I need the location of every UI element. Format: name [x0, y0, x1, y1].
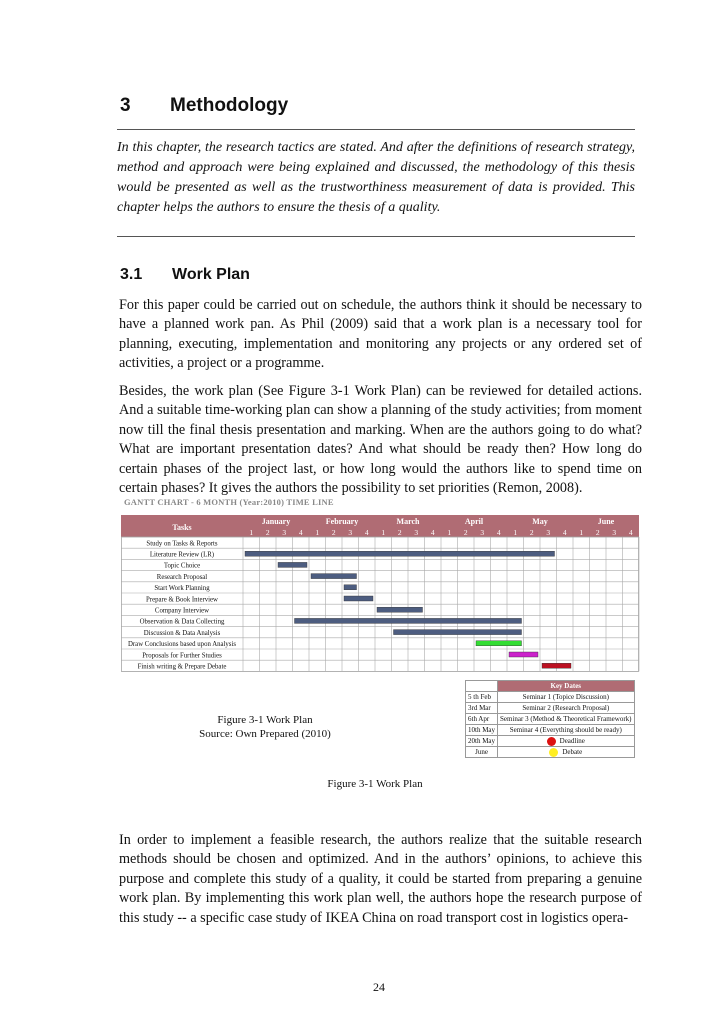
gantt-bar — [394, 630, 522, 635]
week-label: 3 — [282, 528, 287, 537]
chapter-title: Methodology — [170, 95, 289, 116]
gantt-source: Source: Own Prepared (2010) — [199, 728, 331, 740]
gantt-chart — [121, 515, 641, 675]
paragraph-3: In order to implement a feasible research, the authors realize that the suitable research methods should be chosen and optimized. And in the authors’ opinions, to achieve this purpose and complete this study of a quality, it could be started from preparing a genuine work plan. By implementing this work plan well, the authors hope the research purpose of this study -- a specific case study of IKEA China on road transport cost in logistics opera- — [119, 832, 642, 926]
top-rule — [117, 129, 635, 130]
gantt-task-label: Finish writing & Prepare Debate — [137, 663, 227, 671]
gantt-bar — [344, 596, 373, 601]
gantt-header-bg — [121, 515, 639, 537]
tasks-header: Tasks — [172, 523, 192, 532]
key-event: Seminar 2 (Research Proposal) — [498, 703, 634, 714]
gantt-task-label: Prepare & Book Interview — [146, 596, 218, 604]
gantt-title: GANTT CHART - 6 MONTH (Year:2010) TIME LINE — [124, 497, 334, 507]
paragraph-1: For this paper could be carried out on schedule, the authors think it should be necessary to have a planned work pan. As Phil (2009) said that a work plan is a necessary tool for planning, executing, implementation and monitoring any projects or any ordered set of activities, a project or a programme. — [119, 297, 642, 372]
key-date-row — [466, 692, 635, 703]
week-label: 4 — [562, 528, 567, 537]
month-label: June — [597, 517, 615, 526]
key-date-row — [466, 725, 635, 736]
gantt-bar — [542, 663, 571, 668]
gantt-task-label: Start Work Planning — [154, 585, 210, 593]
gantt-bar — [509, 652, 538, 657]
week-label: 2 — [529, 528, 534, 537]
week-label: 4 — [496, 528, 501, 537]
week-label: 2 — [331, 528, 336, 537]
week-label: 1 — [249, 528, 254, 537]
month-label: April — [464, 517, 484, 526]
gantt-bar — [278, 562, 307, 567]
week-label: 2 — [595, 528, 600, 537]
key-date: June — [466, 747, 498, 758]
debate-dot-icon — [549, 748, 558, 757]
key-date: 3rd Mar — [466, 703, 498, 714]
chapter-intro: In this chapter, the research tactics are stated. And after the definitions of research strategy, method and approach were being explained and discussed, the methodology of this thesis would be presented as well as the trustworthiness measurement of data is provided. This chapter helps the authors to ensure the thesis of a quality. — [117, 140, 635, 215]
gantt-bar — [344, 585, 357, 590]
key-date-row — [466, 736, 635, 747]
gantt-task-label: Topic Choice — [163, 562, 201, 570]
gantt-task-label: Research Proposal — [156, 573, 208, 581]
gantt-inner-caption: Figure 3-1 Work Plan — [217, 714, 313, 726]
week-label: 3 — [546, 528, 551, 537]
key-date: 20th May — [466, 736, 498, 747]
page-number: 24 — [373, 980, 385, 994]
gantt-bar — [311, 574, 357, 579]
chapter-heading — [120, 95, 288, 117]
week-label: 1 — [315, 528, 320, 537]
key-event: Deadline — [559, 736, 585, 745]
week-label: 1 — [447, 528, 452, 537]
week-label: 2 — [463, 528, 468, 537]
key-date: 10th May — [466, 725, 498, 736]
gantt-task-label: Company Interview — [154, 607, 210, 615]
week-label: 4 — [298, 528, 303, 537]
key-dates-table — [465, 680, 635, 758]
deadline-dot-icon — [547, 737, 556, 746]
week-label: 1 — [381, 528, 386, 537]
week-label: 3 — [480, 528, 485, 537]
key-event: Debate — [562, 747, 583, 756]
gantt-bar — [476, 641, 522, 646]
week-label: 2 — [397, 528, 402, 537]
gantt-task-label: Study on Tasks & Reports — [146, 540, 218, 548]
week-label: 3 — [414, 528, 419, 537]
gantt-bar — [245, 551, 555, 556]
key-date: 6th Apr — [466, 714, 498, 725]
week-label: 3 — [348, 528, 353, 537]
key-dates-header: Key Dates — [498, 681, 634, 692]
gantt-task-label: Literature Review (LR) — [149, 551, 215, 559]
section-title: Work Plan — [172, 266, 250, 283]
gantt-task-label: Draw Conclusions based upon Analysis — [128, 641, 236, 649]
week-label: 2 — [265, 528, 270, 537]
paragraph-2: Besides, the work plan (See Figure 3-1 Work Plan) can be reviewed for detailed actions. And a suitable time-working plan can show a planning of the study activities; from moment now till the final thesis presentation and marking. When are the authors going to do what? What are important presentation dates? And what should be ready then? How long do certain phases of the project last, or how long would the authors like to spend time on certain phases? It gives the authors the possibility to set priorities (Remon, 2008). — [119, 383, 642, 497]
key-date-row — [466, 714, 635, 725]
section-number: 3.1 — [120, 266, 143, 283]
key-event: Seminar 1 (Topice Discussion) — [498, 692, 634, 703]
key-date-row — [466, 747, 635, 758]
gantt-task-label: Observation & Data Collecting — [139, 618, 225, 626]
month-label: May — [532, 517, 548, 526]
week-label: 4 — [430, 528, 435, 537]
gantt-task-label: Proposals for Further Studies — [142, 652, 222, 660]
gantt-bar — [377, 607, 423, 612]
week-label: 1 — [513, 528, 518, 537]
week-label: 1 — [579, 528, 584, 537]
chapter-number: 3 — [120, 95, 131, 116]
gantt-bar — [295, 618, 522, 623]
key-event: Seminar 4 (Everything should be ready) — [498, 725, 634, 736]
key-date: 5 th Feb — [466, 692, 498, 703]
month-label: January — [261, 517, 291, 526]
gantt-task-label: Discussion & Data Analysis — [143, 629, 221, 637]
month-label: March — [396, 517, 420, 526]
week-label: 4 — [628, 528, 633, 537]
key-date-row — [466, 703, 635, 714]
week-label: 4 — [364, 528, 369, 537]
figure-caption: Figure 3-1 Work Plan — [327, 778, 423, 790]
week-label: 3 — [612, 528, 617, 537]
month-label: February — [325, 517, 359, 526]
key-event: Seminar 3 (Method & Theoretical Framework) — [498, 714, 634, 725]
bottom-rule — [117, 236, 635, 237]
section-heading — [120, 266, 250, 284]
